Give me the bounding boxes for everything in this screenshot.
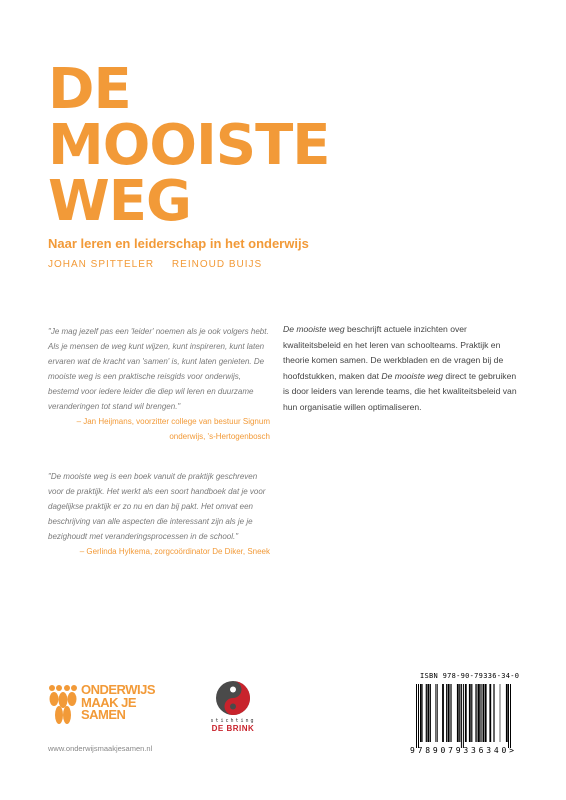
book-subtitle: Naar leren en leiderschap in het onderwijs <box>48 236 309 251</box>
book-description <box>283 322 518 415</box>
brink-logo-top: stichting <box>210 718 256 724</box>
book-title-italic: De mooiste weg <box>381 370 444 381</box>
quote-block <box>48 469 270 559</box>
de-brink-logo <box>203 680 263 733</box>
people-icon <box>48 684 78 726</box>
brink-logo-name: DE BRINK <box>211 724 255 733</box>
authors <box>48 259 262 270</box>
onderwijs-logo <box>48 684 155 728</box>
onderwijs-logo-text <box>81 684 155 722</box>
barcode-digits: 9789079336340> <box>410 746 514 755</box>
website-url: www.onderwijsmaakjesamen.nl <box>48 744 153 753</box>
description-text: direct te gebruiken is door leiders van lerende teams, die het kwaliteitsbeleid van hun organisatie willen optimaliseren. <box>283 370 517 412</box>
quote-attribution: onderwijs, 's-Hertogenbosch <box>169 432 270 441</box>
book-title <box>48 57 330 234</box>
title-line: WEG <box>48 169 191 234</box>
brink-emblem-icon <box>215 680 251 716</box>
logo-line: MAAK JE <box>81 694 137 710</box>
author-name: REINOUD BUIJS <box>171 259 263 270</box>
logo-line: ONDERWIJS <box>81 682 155 697</box>
quote-text: "Je mag jezelf pas een 'leider' noemen als je ook volgers hebt. Als je mensen de weg kunt wijzen, kunt inspireren, kunt laten ervaren wat de kracht van 'samen' is, kunt laten genieten. De mooiste weg is een praktische reisgids voor onderwijs, bestemd voor iedere leider die diep wil leren en duurzame veranderingen tot stand wil brengen." <box>48 327 269 411</box>
quote-attribution: – Jan Heijmans, voorzitter college van bestuur Signum <box>76 417 270 426</box>
isbn-barcode <box>408 672 518 758</box>
quote-block <box>48 324 270 444</box>
book-title-italic: De mooiste weg <box>283 324 345 334</box>
isbn-label: ISBN 978-90-79336-34-0 <box>420 672 520 680</box>
barcode-icon <box>408 680 518 758</box>
author-name: JOHAN SPITTELER <box>48 259 155 270</box>
description-text: beschrijft actuele inzichten over kwaliteitsbeleid en het leren van schoolteams. Praktijk en theorie komen samen. De werkbladen en de vragen bij de hoofdstukken, maken dat <box>283 324 504 381</box>
logo-line: SAMEN <box>81 707 126 722</box>
quote-attribution: – Gerlinda Hylkema, zorgcoördinator De Diker, Sneek <box>79 547 270 556</box>
quote-text: "De mooiste weg is een boek vanuit de praktijk geschreven voor de praktijk. Het werkt als een soort handboek dat je voor dagelijkse praktijk er zo nu en dan bij pakt. Het omvat een beschrijving van alle aspecten die interessant zijn als je je bezighoudt met veranderingsprocessen in de school." <box>48 472 266 541</box>
title-line: MOOISTE <box>48 113 330 178</box>
title-line: DE <box>48 57 131 122</box>
